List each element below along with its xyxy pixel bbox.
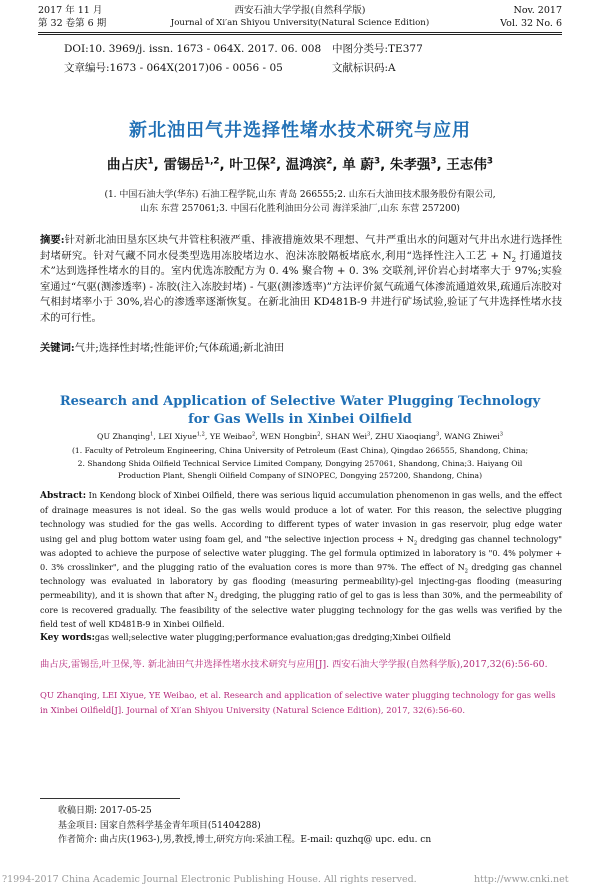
author-affiliation-mark: 2: [317, 431, 321, 438]
clc-number: 中图分类号:TE377: [332, 43, 423, 55]
abstract-en-label: Abstract:: [40, 491, 87, 501]
header-date-en: Nov. 2017: [513, 5, 562, 16]
author-affiliation-mark: 1: [150, 431, 154, 438]
title-en-line: for Gas Wells in Xinbei Oilfield: [188, 412, 412, 427]
footnote-rule: [40, 798, 180, 799]
author-name: WANG Zhiwei: [444, 432, 500, 441]
author-name: 温鸿滨: [285, 157, 327, 173]
author-affiliation-mark: 2: [326, 156, 333, 167]
author-bio: 作者简介: 曲占庆(1963-),男,教授,博士,研究方向:采油工程。E-mail: quzhq@ upc. edu. cn: [58, 835, 432, 845]
cnki-link[interactable]: http://www.cnki.net: [474, 874, 569, 885]
document-code: 文献标识码:A: [332, 62, 396, 74]
author-affiliation-mark: 3: [367, 431, 371, 438]
author-name: 单 蔚: [342, 157, 374, 173]
author-name: ZHU Xiaoqiang: [375, 432, 437, 441]
title-cn: 新北油田气井选择性堵水技术研究与应用: [129, 120, 471, 141]
affiliation-cn: [60, 188, 540, 216]
affiliation-cn-line: 山东 东营 257061;3. 中国石化胜利油田分公司 海洋采油厂,山东 东营 257200): [140, 204, 460, 214]
header-rule-2: [38, 34, 562, 35]
author-affiliation-mark: 1,2: [196, 431, 205, 438]
authors-en: QU Zhanqing$^1$, LEI Xiyue$^{1,2}$, YE Weibao$^2$, WEN Hongbin$^2$, SHAN Wei$^3$, ZHU Xiaoqiang$^3$, WANG Zhiwei$^3$: [97, 431, 503, 441]
keywords-cn-text: 气井;选择性封堵;性能评价;气体疏通;新北油田: [74, 342, 285, 354]
abstract-cn-text: 针对新北油田垦东区块气井管柱积液严重、排液措施效果不理想、气井严重出水的问题对气井出水进行选择性封堵研究。针对气藏不同水侵类型选用冻胶堵边水、泡沫冻胶隔板堵底水,利用“选择性注入工艺 + N: [40, 234, 562, 262]
author-name: LEI Xiyue: [158, 432, 197, 441]
doi: DOI:10. 3969/j. issn. 1673 - 064X. 2017. 06. 008: [64, 43, 322, 55]
author-name: YE Weibao: [209, 432, 252, 441]
journal-name-cn: 西安石油大学学报(自然科学版): [234, 5, 366, 16]
author-affiliation-mark: 2: [269, 156, 276, 167]
subscript: 2: [464, 568, 469, 575]
abstract-en-text: dredging gas channel technology" was adopted to achieve the purpose of selective water plugging. The gel formula optimized in laboratory is "0. 4% polymer + 0. 3% crosslinker", and the plugging ratio of the evaluation cores is more than 97%. The effect of N: [40, 533, 562, 573]
abstract-en-text: dredging, the plugging ratio of gel to gas is less than 30%, and the permeability of core is recovered gradually. The feasibility of the selective water plugging technology for the gas wells was verified by the field test of well KD481B-9 in Xinbei Oilfield.: [40, 590, 562, 629]
author-affiliation-mark: 2: [252, 431, 256, 438]
copyright: ?1994-2017 China Academic Journal Electronic Publishing House. All rights reserved.: [2, 874, 417, 885]
header-right: [500, 4, 562, 30]
citation-en: QU Zhanqing, LEI Xiyue, YE Weibao, et al. Research and application of selective water plugging technology for gas wells in Xinbei Oilfield[J]. Journal of Xi′an Shiyou University (Natural Science Edition), 2017, 32(6):56-60.: [40, 690, 556, 715]
subscript: 2: [413, 540, 418, 547]
abstract-cn-label: 摘要:: [40, 234, 65, 246]
affiliation-en-line: (1. Faculty of Petroleum Engineering, China University of Petroleum (East China), Qingdao 266555, Shandong, China;: [71, 446, 529, 455]
affiliation-cn-line: (1. 中国石油大学(华东) 石油工程学院,山东 青岛 266555;2. 山东石大油田技术服务股份有限公司,: [104, 190, 496, 200]
author-name: WEN Hongbin: [260, 432, 318, 441]
title-en: [40, 393, 560, 429]
abstract-cn-text: 打通道技术”达到选择性堵水的目的。室内优选冻胶配方为 0. 4% 聚合物 + 0. 3% 交联剂,评价岩心封堵率大于 97%;实验室通过“气驱(测渗透率) - 冻胶(注入冻胶封堵) - 气驱(测渗透率)”方法评价氮气疏通气体渗流通道效果,疏通后冻胶对气相封堵率小于 30%,岩心的渗透率逐渐恢复。在新北油田 KD481B-9 井进行矿场试验,验证了气井选择性堵水技术的可行性。: [40, 249, 562, 324]
abstract-cn: [40, 233, 562, 326]
fund-project: 基金项目: 国家自然科学基金青年项目(51404288): [58, 820, 261, 831]
header-center: [150, 4, 450, 30]
subscript: 2: [511, 255, 517, 264]
journal-name-en: Journal of Xi′an Shiyou University(Natural Science Edition): [170, 18, 430, 28]
author-name: 朱孝强: [389, 157, 431, 173]
citation-cn: 曲占庆,雷锡岳,叶卫保,等. 新北油田气井选择性堵水技术研究与应用[J]. 西安石油大学学报(自然科学版),2017,32(6):56-60.: [40, 659, 548, 670]
abstract-en-text: In Kendong block of Xinbei Oilfield, there was serious liquid accumulation phenomenon in gas wells, and the effect of drainage measures is not ideal. So the gas wells would produce a lot of water. For this reason, the selective plugging technology was studied for the gas wells. According to different types of water invasion in gas reservoir, plug edge water using gel and plug bottom water using foam gel, and "the selective injection process + N: [40, 490, 562, 544]
author-affiliation-mark: 3: [436, 431, 440, 438]
received-date: 收稿日期: 2017-05-25: [58, 806, 152, 816]
author-affiliation-mark: 3: [499, 431, 503, 438]
author-name: 王志伟: [446, 157, 487, 173]
author-name: 曲占庆: [107, 157, 148, 173]
subscript: 2: [214, 597, 218, 604]
keywords-cn: [40, 341, 562, 357]
title-en-line: Research and Application of Selective Water Plugging Technology: [59, 394, 541, 409]
keywords-en: [40, 630, 562, 645]
abstract-en-text: dredging gas channel technology was evaluated in laboratory by gas flooding (measuring permeability)-gel injecting-gas flooding (measuring permeability), and it is shown that after N: [40, 562, 562, 601]
author-affiliation-mark: 1: [147, 156, 154, 167]
author-affiliation-mark: 3: [373, 156, 381, 167]
article-number: 文章编号:1673 - 064X(2017)06 - 0056 - 05: [64, 62, 283, 74]
keywords-en-text: gas well;selective water plugging;performance evaluation;gas dredging;Xinbei Oilfield: [94, 632, 451, 642]
author-affiliation-mark: 3: [430, 156, 437, 167]
author-affiliation-mark: 3: [486, 156, 493, 167]
affiliation-en-line: 2. Shandong Shida Oilfield Technical Service Limited Company, Dongying 257061, Shandong, China;3. Haiyang Oil: [77, 458, 523, 468]
header-date: 2017 年 11 月: [38, 5, 103, 16]
header-volume: 第 32 卷第 6 期: [38, 18, 107, 29]
author-name: 雷锡岳: [163, 157, 204, 173]
footnotes: [40, 804, 562, 848]
header-volume-en: Vol. 32 No. 6: [500, 18, 562, 29]
author-name: QU Zhanqing: [97, 432, 151, 441]
keywords-en-label: Key words:: [40, 633, 95, 643]
author-name: 叶卫保: [229, 157, 270, 173]
keywords-cn-label: 关键词:: [40, 342, 75, 354]
affiliation-en-line: Production Plant, Shengli Oilfield Company of SINOPEC, Dongying 257200, Shandong, China): [117, 471, 483, 480]
header-rule: [38, 32, 562, 33]
affiliation-en: [40, 445, 560, 483]
author-name: SHAN Wei: [325, 432, 367, 441]
abstract-en: [40, 488, 562, 631]
author-affiliation-mark: 1,2: [203, 156, 220, 167]
authors-cn: 曲占庆$^1$, 雷锡岳$^{1,2}$, 叶卫保$^2$, 温鸿滨$^2$, 单 蔚$^3$, 朱孝强$^3$, 王志伟$^3$: [107, 156, 493, 173]
header-left: [38, 4, 106, 30]
